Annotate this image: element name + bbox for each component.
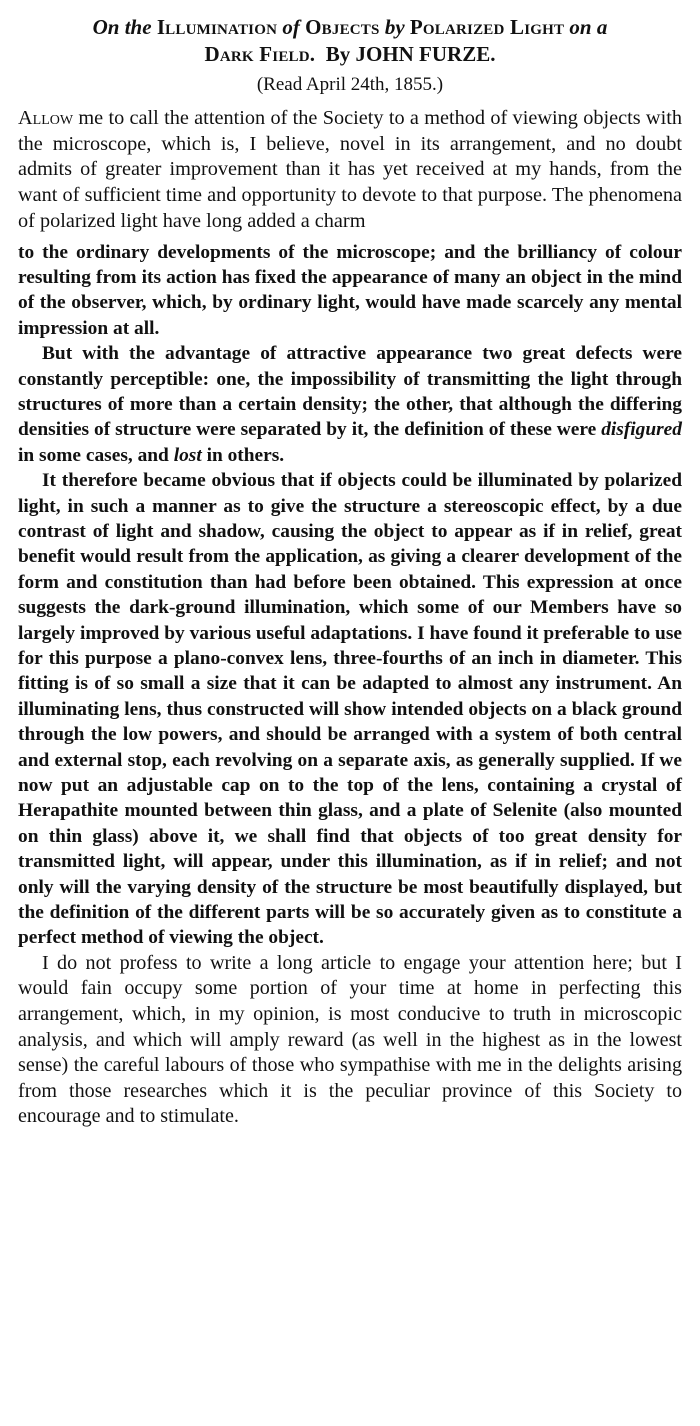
paragraph-3-text-a: But with the advantage of attractive appearance two great defects were constantly perceptible: one, the impossibility of transmitting the light through structures of more than a certain density; the other, that although the differing densities of structure were separated by it, the definition of these were — [18, 343, 682, 441]
article-title — [18, 14, 682, 68]
paragraph-3 — [18, 341, 682, 468]
title-polarized-light: Polarized Light — [409, 15, 565, 39]
title-by: by — [384, 15, 405, 39]
paragraph-1-lead: Allow — [18, 107, 74, 129]
title-illumination: Illumination — [156, 15, 278, 39]
paragraph-2: to the ordinary developments of the microscope; and the brilliancy of colour resulting from its action has fixed the appearance of many an object in the mind of the observer, which, by ordinary light, would have made scarcely any mental impression at all. — [18, 241, 682, 339]
title-author: By JOHN FURZE. — [325, 42, 496, 66]
title-on-the: On the — [92, 15, 152, 39]
paragraph-3-em-lost: lost — [173, 444, 202, 466]
paragraph-3-text-b: in some cases, and — [18, 444, 174, 466]
title-objects: Objects — [305, 15, 380, 39]
title-of: of — [282, 15, 300, 39]
document-page — [18, 14, 682, 1130]
paragraph-5: I do not profess to write a long article to engage your attention here; but I would fain occupy some portion of your time at home in perfecting this arrangement, which, in my opinion, is most conducive to truth in microscopic analysis, and which will amply reward (as well in the highest as in the lowest sense) the careful labours of those who sympathise with me in the delights arising from those researches which it is the peculiar province of this Society to encourage and to stimulate. — [18, 951, 682, 1128]
title-on-a: on a — [569, 15, 608, 39]
paragraph-1-text: me to call the attention of the Society to a method of viewing objects with the microscope, which is, I believe, novel in its arrangement, and no doubt admits of greater improvement than it has yet received at my hands, from the want of sufficient time and opportunity to devote to that purpose. The phenomena of polarized light have long added a charm — [18, 107, 682, 232]
paragraph-3-text-c: in others. — [201, 444, 285, 466]
title-dark-field: Dark Field. — [204, 42, 316, 66]
paragraph-4: It therefore became obvious that if objects could be illuminated by polarized light, in such a manner as to give the structure a stereoscopic effect, by a due contrast of light and shadow, causing the object to appear as if in relief, great benefit would result from the application, as giving a clearer development of the form and constitution than had before been obtained. This expression at once suggests the dark-ground illumination, which some of our Members have so largely improved by various useful adaptations. I have found it preferable to use for this purpose a plano-convex lens, three-fourths of an inch in diameter. This fitting is of so small a size that it can be adapted to almost any instrument. An illuminating lens, thus constructed will show intended objects on a black ground through the low powers, and should be arranged with a system of both central and external stop, each revolving on a separate axis, as generally supplied. If we now put an adjustable cap on to the top of the lens, containing a crystal of Herapathite mounted between thin glass, and a plate of Selenite (also mounted on thin glass) above it, we shall find that objects of too great density for transmitted light, will appear, under this illumination, as if in relief; and not only will the varying density of the structure be most beautifully displayed, but the definition of the different parts will be so accurately given as to constitute a perfect method of viewing the object. — [18, 470, 682, 949]
read-date: (Read April 24th, 1855.) — [256, 74, 444, 95]
paragraph-3-em-disfigured: disfigured — [601, 419, 682, 441]
paragraph-1 — [18, 106, 682, 235]
